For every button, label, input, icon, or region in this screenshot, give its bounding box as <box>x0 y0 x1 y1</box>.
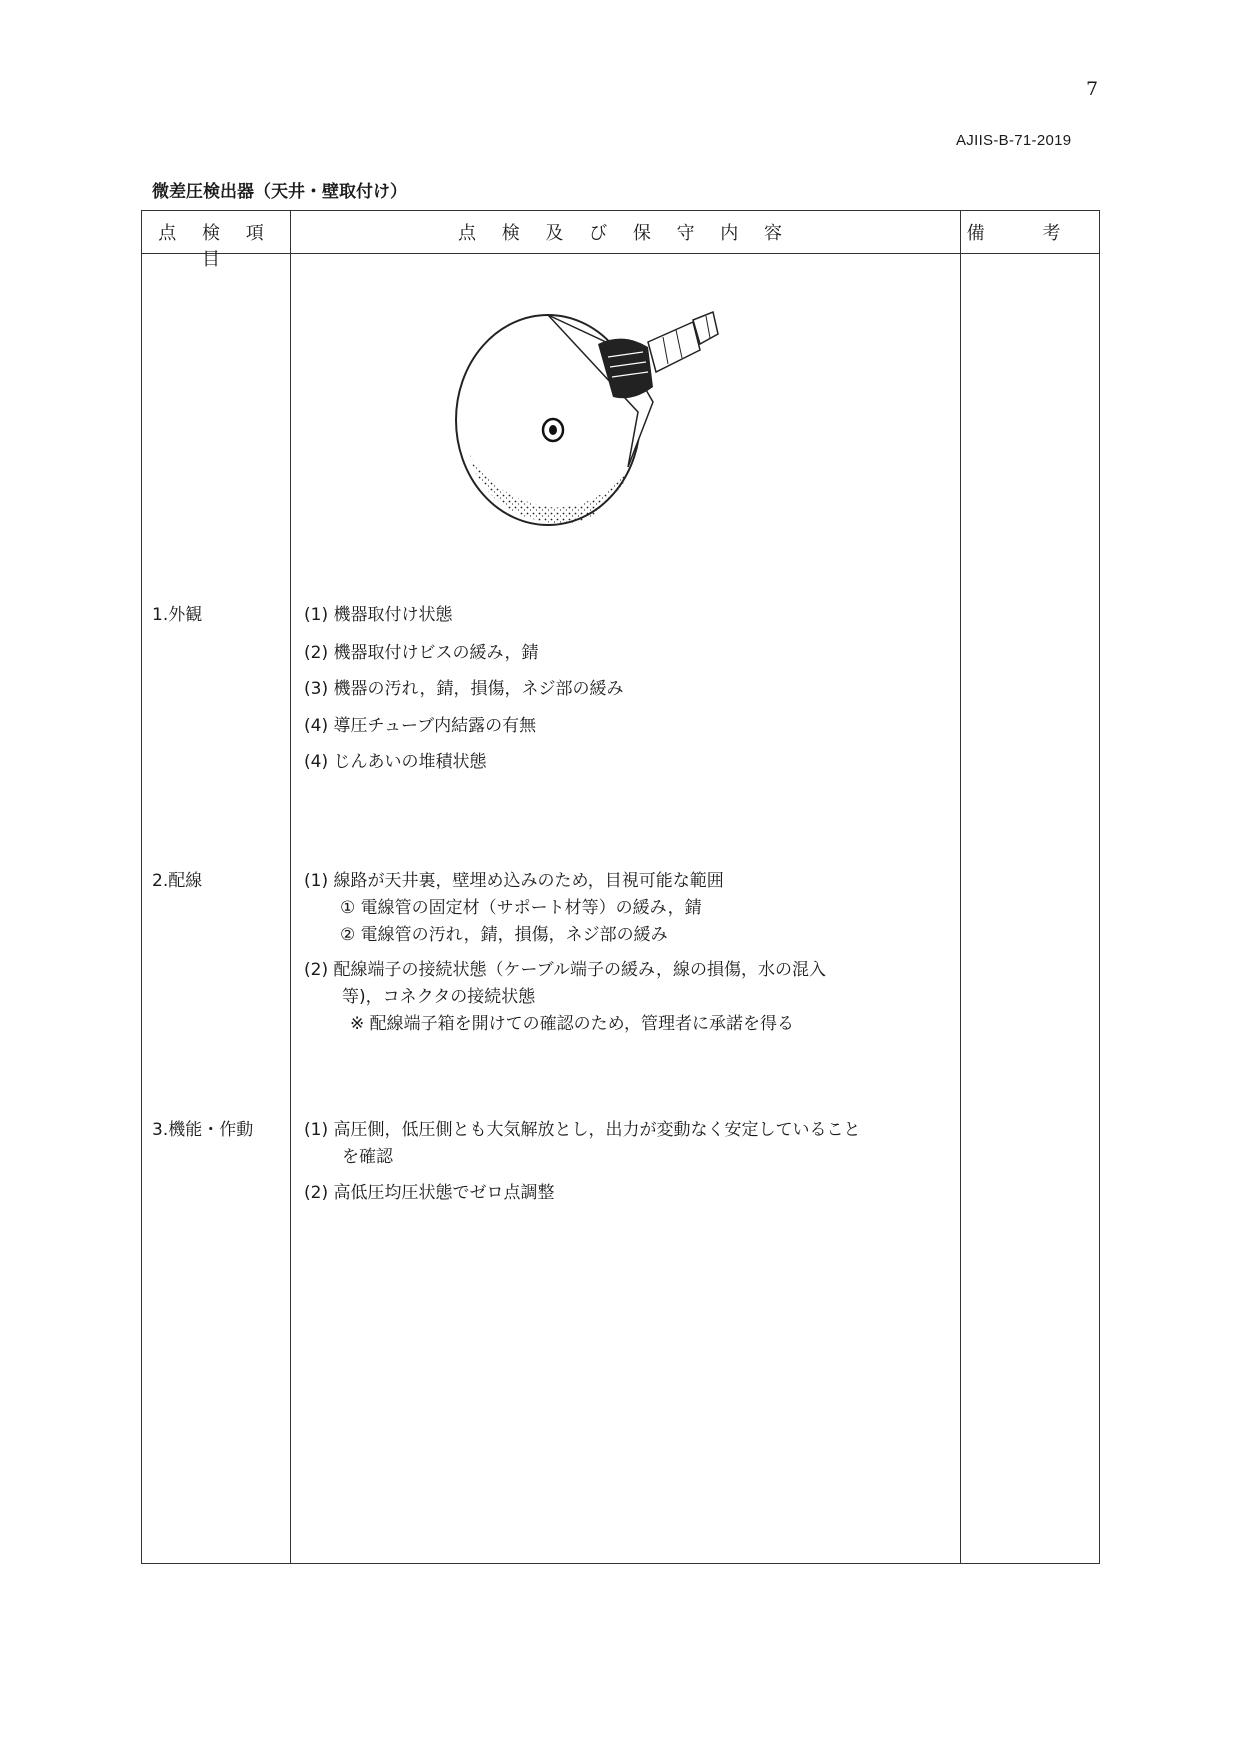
list-subitem: ① 電線管の固定材（サポート材等）の緩み，錆 <box>340 898 702 918</box>
section-title-wiring: 2.配線 <box>152 871 203 891</box>
header-remarks: 備 考 <box>966 223 1087 244</box>
page-number: 7 <box>1086 78 1099 100</box>
column-divider-2 <box>960 211 961 1563</box>
note-text: ※ 配線端子箱を開けての確認のため，管理者に承諾を得る <box>350 1014 794 1034</box>
document-code: AJIIS-B-71-2019 <box>956 132 1072 149</box>
list-item: (2) 機器取付けビスの緩み，錆 <box>304 643 539 663</box>
column-divider-1 <box>290 211 291 1563</box>
pressure-detector-illustration <box>448 302 748 542</box>
list-item: (2) 高低圧均圧状態でゼロ点調整 <box>304 1183 555 1203</box>
header-content: 点 検 及 び 保 守 内 容 <box>457 223 793 244</box>
list-item-continuation: 等)，コネクタの接続状態 <box>342 987 536 1007</box>
list-item: (2) 配線端子の接続状態（ケーブル端子の緩み，線の損傷，水の混入 <box>304 960 826 980</box>
list-subitem: ② 電線管の汚れ，錆，損傷，ネジ部の緩み <box>340 925 668 945</box>
document-title: 微差圧検出器（天井・壁取付け） <box>152 182 407 202</box>
list-item: (4) 導圧チューブ内結露の有無 <box>304 716 537 736</box>
header-item: 点 検 項 目 <box>158 223 274 270</box>
list-item-continuation: を確認 <box>342 1147 393 1167</box>
list-item: (3) 機器の汚れ，錆，損傷，ネジ部の緩み <box>304 679 624 699</box>
section-title-appearance: 1.外観 <box>152 605 203 625</box>
list-item: (1) 線路が天井裏，壁埋め込みのため，目視可能な範囲 <box>304 871 724 891</box>
list-item: (4) じんあいの堆積状態 <box>304 752 487 772</box>
list-item: (1) 機器取付け状態 <box>304 605 453 625</box>
section-title-function: 3.機能・作動 <box>152 1120 254 1140</box>
list-item: (1) 高圧側，低圧側とも大気解放とし，出力が変動なく安定していること <box>304 1120 861 1140</box>
